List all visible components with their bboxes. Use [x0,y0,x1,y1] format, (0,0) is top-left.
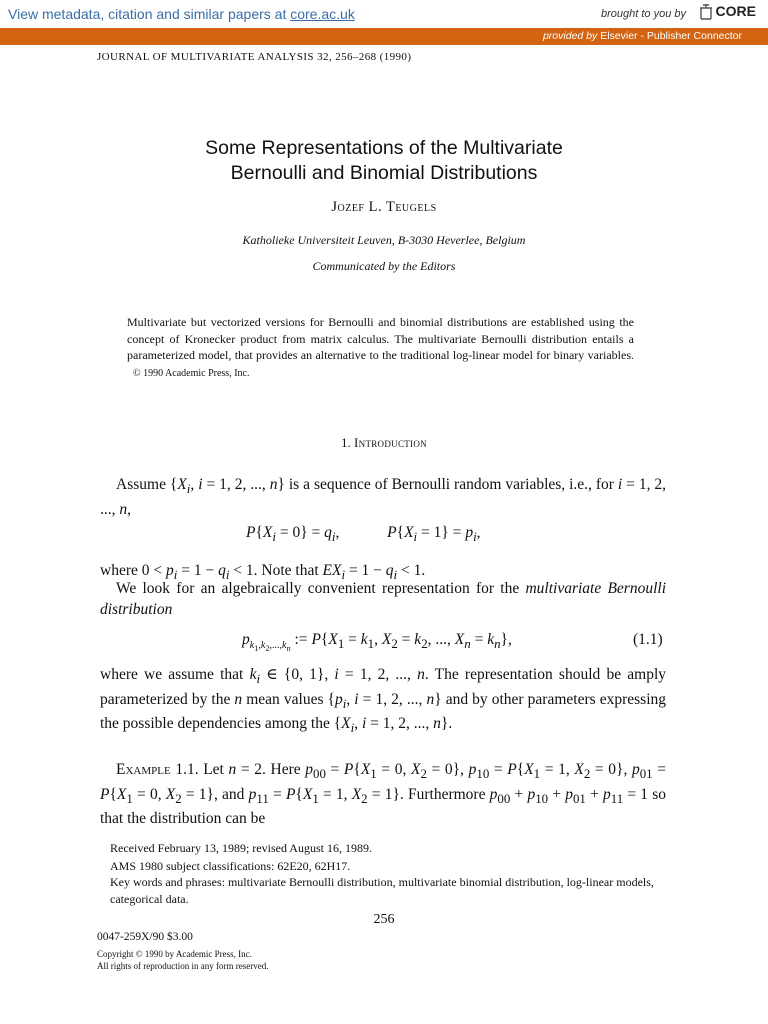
journal-header: JOURNAL OF MULTIVARIATE ANALYSIS 32, 256–268 (1990) [97,51,412,63]
equation-bernoulli: $P\{X_i = 0\} = q_i$, $P\{X_i = 1\} = p_i$, [246,524,481,545]
equation-number: (1.1) [633,631,663,648]
section-number: 1. [341,435,351,450]
copyright-notice [97,948,268,972]
view-metadata-link[interactable] [8,6,355,22]
core-logo[interactable] [698,2,756,20]
issn: 0047-259X/90 $3.00 [97,931,193,943]
core-banner [0,0,768,29]
paragraph-2: where $0 < p_i = 1 - q_i < 1$. Note that $EX_i = 1 - q_i < 1$. [100,562,426,583]
section-heading [0,435,768,451]
core-logo-text: CORE [715,3,756,19]
footnote-keywords: Key words and phrases: multivariate Bernoulli distribution, multivariate binomial distribution, log-linear models, categorical data. [110,875,654,906]
example-1-1: Example 1.1. Let n = 2. Here $p_{00} = P\{X_1 = 0$, $X_2 = 0$}, $p_{10} = P\{X_1 = 1$, $X_2 = 0$}, $p_{01} = P\{X_1 = 0$, $X_2 = 1$}, and $p_{11} = P\{X_1 = 1$, $X_2 = 1$}. Furthermore $p_{00} + p_{10} + p_{01} + p_{11} = 1$ so that the distribution can be [100,761,667,828]
section-title: Introduction [354,435,427,450]
title-line-2: Bernoulli and Binomial Distributions [230,162,538,184]
brought-to-you-label: brought to you by [600,8,686,20]
copyright-line-2: All rights of reproduction in any form reserved. [97,961,269,971]
affiliation: Katholieke Universiteit Leuven, B-3030 Heverlee, Belgium [242,233,526,247]
footnote-ams: AMS 1980 subject classifications: 62E20, 62H17. [110,859,351,873]
abstract [127,314,634,382]
abstract-copyright: © 1990 Academic Press, Inc. [133,367,250,379]
p3-emphasis: multivariate Bernoulli distribution [100,580,666,618]
author-name: Jozef L. Teugels [331,199,437,215]
paper-title [0,136,768,186]
view-metadata-text: View metadata, citation and similar papers at [8,6,291,22]
footnote-received: Received February 13, 1989; revised August 16, 1989. [110,841,372,855]
core-ac-uk-link[interactable]: core.ac.uk [290,6,355,22]
equation-1-1: $p_{k_1,k_2,...,k_n}$ := $P\{X_1 = k_1$, $X_2 = k_2$, ..., $X_n = k_n$}, [242,631,512,654]
example-label: Example 1.1. [116,761,199,778]
p1-text-b: is a sequence of Bernoulli random variables, i.e., for [288,476,614,493]
provider-link[interactable]: Elsevier - Publisher Connector [600,30,742,42]
title-line-1: Some Representations of the Multivariate [205,137,563,159]
paragraph-4: where we assume that $k_i$ ∈ {0, 1}, i = 1, 2, ..., n. The representation should be amply parameterized by the n mean values {$p_i$, i = 1, 2, ..., n} and by other parameters expressing the possible dependencies among the {$X_i$, i = 1, 2, ..., n}. [100,666,666,736]
paragraph-3 [100,579,666,620]
abstract-text: Multivariate but vectorized versions for Bernoulli and binomial distributions are established using the concept of Kronecker product from matrix calculus. The multivariate Bernoulli distribution entails a parameterized model, that provides an alternative to the traditional log-linear model for binary variables. [127,315,634,362]
provided-by-label: provided by [542,30,598,42]
core-logo-icon [698,2,714,20]
p3-text: We look for an algebraically convenient representation for the [116,580,520,597]
communicated-by: Communicated by the Editors [312,259,456,273]
page-number: 256 [373,912,395,927]
copyright-line-1: Copyright © 1990 by Academic Press, Inc. [97,949,252,959]
provider-bar [0,28,768,45]
paragraph-1: Assume {$X_i$, i = 1, 2, ..., n} is a sequence of Bernoulli random variables, i.e., for i = 1, 2, ..., n, [100,476,667,518]
p1-text-a: Assume { [116,476,178,493]
